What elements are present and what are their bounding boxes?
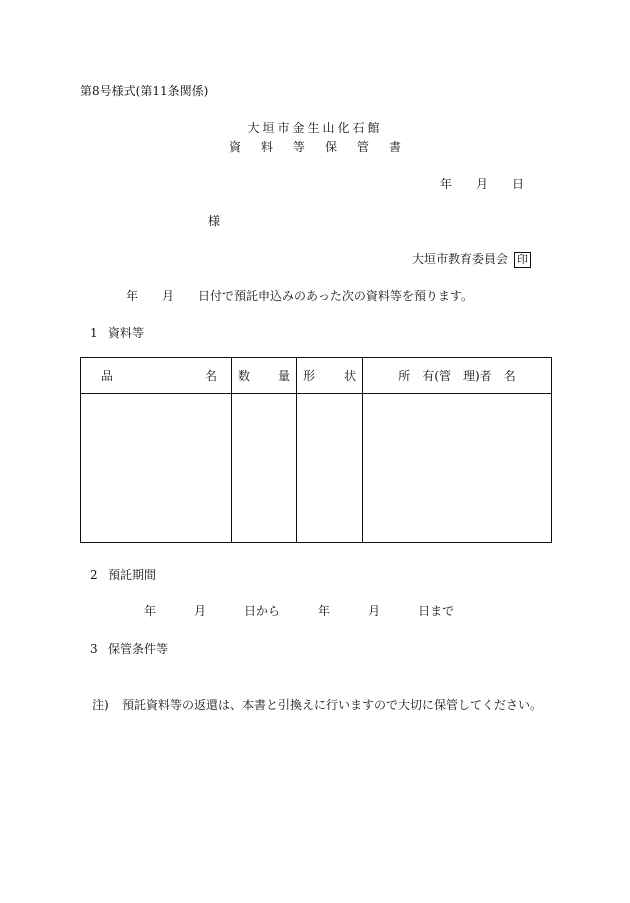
deposit-period [144,602,454,619]
cell-item-name[interactable] [81,394,232,543]
statement [126,287,473,304]
section-number: 2 [90,568,98,582]
date-month-label: 月 [476,177,489,191]
date-day-label: 日 [512,177,525,191]
document-title [0,138,630,155]
section-title: 保管条件等 [108,642,169,656]
issuer-name: 大垣市教育委員会 [412,252,509,266]
seal-mark: 印 [514,252,531,268]
statement-month: 月 [162,289,175,303]
table-row [81,394,552,543]
header-owner: 所 有(管 理)者 名 [363,358,552,394]
section-title: 預託期間 [108,568,157,582]
section-title: 資料等 [108,326,145,340]
section-period-heading [90,566,156,583]
section-number: 1 [90,326,98,340]
title-char: 管 [357,140,370,154]
title-char: 等 [292,140,305,154]
issuer [412,250,531,268]
table-header-row [81,358,552,394]
date-year-label: 年 [440,177,453,191]
period-start-day: 日から [244,604,281,618]
section-materials-heading [90,324,144,341]
header-quantity: 数 量 [232,358,297,394]
cell-quantity[interactable] [232,394,297,543]
title-char: 書 [389,140,402,154]
title-char: 保 [325,140,338,154]
statement-text: 日付で預託申込みのあった次の資料等を預ります。 [198,289,473,303]
title-char: 料 [260,140,273,154]
header-shape: 形 状 [297,358,363,394]
form-number: 第8号様式(第11条関係) [80,84,209,98]
note [92,696,542,713]
addressee: 様 [208,214,221,228]
issue-date [440,175,524,192]
period-end-day: 日まで [418,604,455,618]
document-title-facility: 大垣市金生山化石館 [247,121,383,135]
statement-year: 年 [126,289,139,303]
period-end-month: 月 [368,604,381,618]
cell-shape[interactable] [297,394,363,543]
section-conditions-heading [90,640,168,657]
cell-owner[interactable] [363,394,552,543]
materials-table [80,357,552,543]
title-char: 資 [228,140,241,154]
period-end-year: 年 [318,604,331,618]
header-item-name: 品 名 [81,358,232,394]
note-label: 注) [92,698,109,712]
period-start-year: 年 [144,604,157,618]
note-text: 預託資料等の返還は、本書と引換えに行いますので大切に保管してください。 [122,698,543,712]
period-start-month: 月 [194,604,207,618]
section-number: 3 [90,642,98,656]
